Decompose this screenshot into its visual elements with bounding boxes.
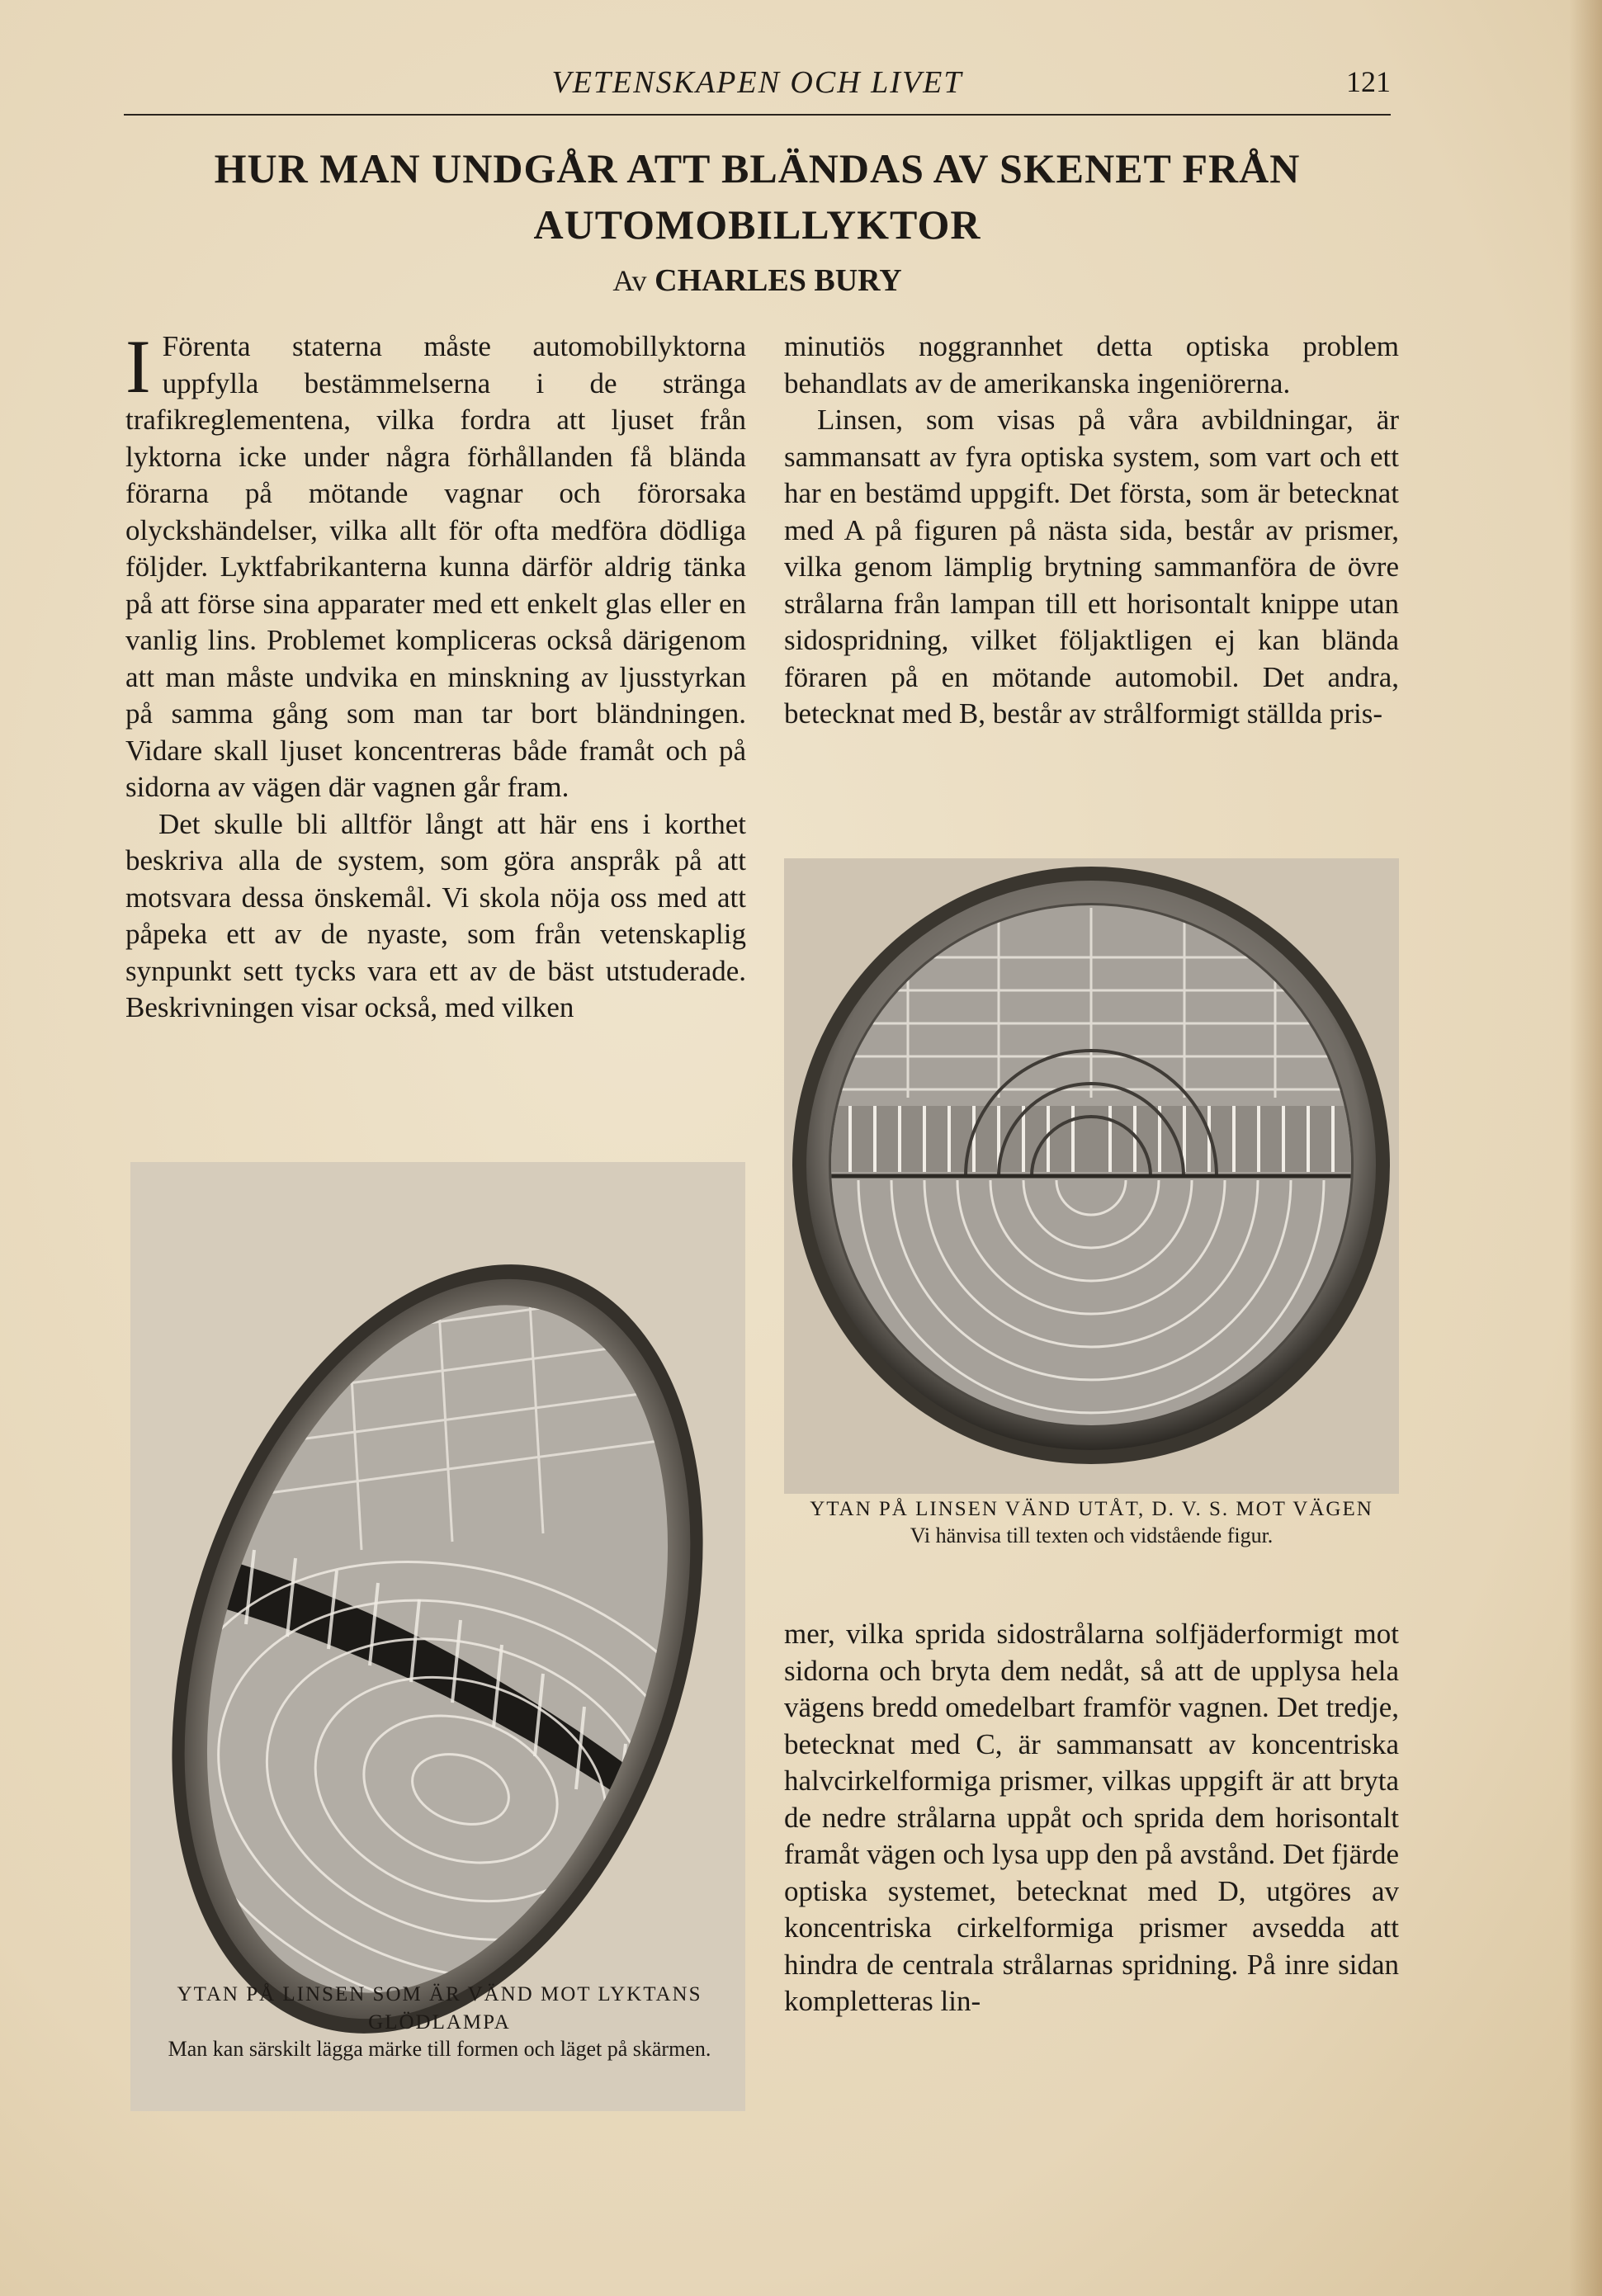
paragraph xyxy=(125,324,746,806)
article-title xyxy=(124,140,1391,253)
caption-text: Man kan särskilt lägga märke till formen och läget på skärmen. xyxy=(168,2037,711,2061)
caption-title: YTAN PÅ LINSEN VÄND UTÅT, D. V. S. MOT VÄGEN xyxy=(810,1498,1373,1520)
page-edge-shadow xyxy=(1569,0,1602,2296)
right-column-text-bottom xyxy=(784,1616,1399,2020)
paragraph: Det skulle bli alltför långt att här ens i korthet beskriva alla de system, som göra anspråk på att motsvara dessa önskemål. Vi skola nöja oss med att påpeka ett av de nyaste, som från vetenskaplig synpunkt sett tycks vara ett av de bäst utstuderade. Beskrivningen visar också, med vilken xyxy=(125,807,746,1023)
caption-title: YTAN PÅ LINSEN SOM ÄR VÄND MOT LYKTANS GLÖDLAMPA xyxy=(177,1983,702,2034)
figure-lens-inner xyxy=(130,1162,745,2111)
figure-left-caption xyxy=(140,1981,739,2062)
paragraph: mer, vilka sprida sidostrålarna solfjäderformigt mot sidorna och bryta dem nedåt, så att de upplysa hela vägens bredd omedelbart framför vagnen. Det tredje, betecknat med C, är sammansatt av koncentriska halvcirkelformiga prismer, vilkas uppgift är att bryta de nedre strålarna uppåt och sprida dem horisontalt framåt vägen och lysa upp den på avstånd. Det fjärde optiska systemet, betecknat med D, utgöres av koncentriska cirkelformiga prismer avsedda att hindra de centrala strålarnas spridning. På inre sidan kompletteras lin- xyxy=(784,1618,1399,2017)
figure-lens-front xyxy=(784,858,1399,1494)
running-title: VETENSKAPEN OCH LIVET xyxy=(551,65,963,100)
left-column-text xyxy=(125,324,746,1027)
right-column-text-top xyxy=(784,328,1399,733)
paragraph: minutiös noggrannhet detta optiska problem behandlats av de amerikanska ingeniörerna. xyxy=(784,330,1399,399)
byline-prefix: Av xyxy=(612,264,647,297)
paragraph: Linsen, som visas på våra avbildningar, är sammansatt av fyra optiska system, som vart och ett har en bestämd uppgift. Det första, som är betecknat med A på figuren på nästa sida, består av prismer, vilka genom lämplig brytning sammanföra de övre strålarna från lampan till ett horisontalt knippe utan sidospridning, vilket följaktligen ej kan blända föraren på en mötande automobil. Det andra, betecknat med B, består av strålformigt ställda pris- xyxy=(784,404,1399,730)
headlamp-lens-front-icon xyxy=(784,858,1399,1494)
drop-cap: I xyxy=(125,324,151,409)
byline-author: CHARLES BURY xyxy=(655,263,902,298)
caption-text: Vi hänvisa till texten och vidstående figur. xyxy=(910,1524,1274,1547)
paragraph-text: Förenta staterna måste automobillyktorna uppfylla bestämmelserna i de stränga trafikreglementena, vilka fordra att ljuset från lyktorna icke under några förhållanden få blända förarna på mötande vagnar och förorsaka olyckshändelser, vilka allt för ofta medföra dödliga följder. Lyktfabrikanterna kunna därför aldrig tänka på att förse sina apparater med ett enkelt glas eller en vanlig lins. Problemet kompliceras också därigenom att man måste undvika en minskning av ljusstyrkan på samma gång som man tar bort bländningen. Vidare skall ljuset koncentreras både framåt och på sidorna av vägen där vagnen går fram. xyxy=(125,330,746,803)
byline xyxy=(124,262,1391,299)
article-title-line2: AUTOMOBILLYKTOR xyxy=(533,201,981,248)
running-header xyxy=(124,64,1391,116)
article-title-line1: HUR MAN UNDGÅR ATT BLÄNDAS AV SKENET FRÅN xyxy=(214,145,1301,191)
headlamp-lens-inner-icon xyxy=(130,1162,745,2111)
page-number: 121 xyxy=(1346,65,1391,98)
figure-right-caption xyxy=(792,1495,1391,1548)
